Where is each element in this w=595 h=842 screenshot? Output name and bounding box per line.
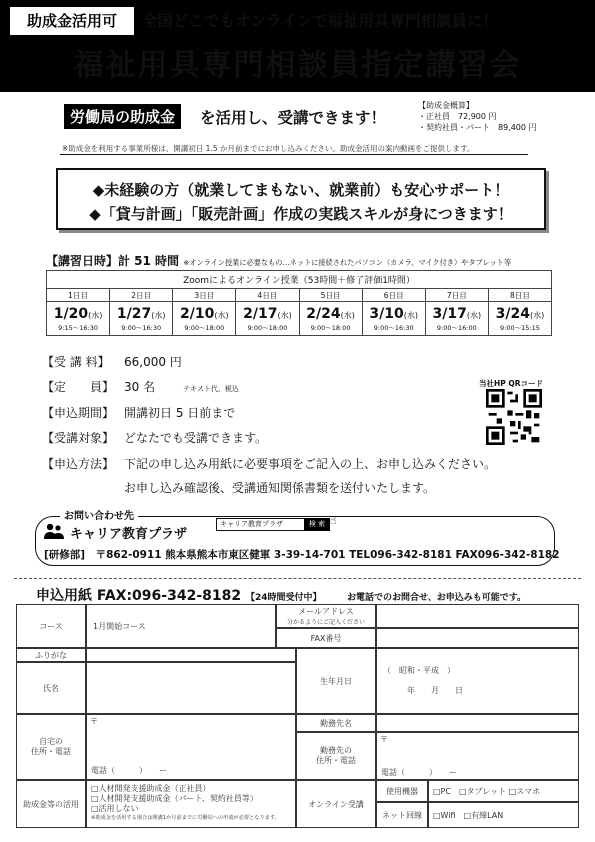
feature-line: ◆未経験の方（就業してまもない、就業前）も安心サポート！ bbox=[92, 181, 510, 199]
feature-box bbox=[56, 168, 546, 230]
schedule-day-label: 8日目 bbox=[488, 289, 551, 302]
schedule-weekday: (水) bbox=[88, 311, 103, 320]
net-options[interactable]: □Wifi □有線LAN bbox=[428, 802, 579, 828]
schedule-heading bbox=[46, 252, 511, 269]
people-icon bbox=[44, 522, 64, 540]
home-label-line: 住所・電話 bbox=[31, 747, 71, 756]
schedule-date-text: 3/10 bbox=[369, 306, 404, 322]
schedule-weekday: (水) bbox=[151, 311, 166, 320]
schedule-date-cell bbox=[299, 302, 362, 336]
company-name: キャリア教育プラザ bbox=[70, 527, 188, 542]
schedule-date-cell bbox=[236, 302, 299, 336]
birth-era: （ 昭和・平成 ） bbox=[383, 666, 455, 675]
email-label bbox=[276, 604, 376, 628]
header-subtitle: 全国どこでもオンラインで福祉用具専門相談員に！ bbox=[142, 12, 499, 30]
home-label bbox=[16, 714, 86, 780]
schedule-date bbox=[489, 306, 551, 324]
work-addr-label-line: 住所・電話 bbox=[316, 756, 356, 765]
form-note: お電話でのお問合せ、お申込みも可能です。 bbox=[347, 593, 527, 603]
schedule-date bbox=[363, 306, 425, 324]
home-postal: 〒 bbox=[90, 717, 98, 726]
cut-line bbox=[14, 578, 581, 579]
schedule-time: 9:00～15:15 bbox=[500, 324, 540, 332]
capacity-note: テキスト代、税込 bbox=[183, 385, 239, 393]
work-phone: 電話（ ） ー bbox=[381, 768, 457, 777]
schedule-time: 9:00～18:00 bbox=[184, 324, 225, 332]
fee-value: 66,000 円 bbox=[124, 355, 182, 369]
pointer-icon: ☝ bbox=[330, 514, 337, 527]
schedule-banner: Zoomによるオンライン授業（53時間＋修了評価1時間） bbox=[47, 271, 552, 289]
schedule-day-label: 3日目 bbox=[173, 289, 236, 302]
birth-ymd: 年 月 日 bbox=[407, 686, 463, 695]
schedule-date bbox=[47, 306, 109, 324]
schedule-date-cell bbox=[110, 302, 173, 336]
form-title bbox=[36, 585, 322, 605]
page-title: 福祉用具専門相談員指定講習会 bbox=[73, 48, 522, 83]
search-input[interactable]: キャリア教育プラザ bbox=[216, 518, 326, 531]
schedule-day-label: 4日目 bbox=[236, 289, 299, 302]
subsidy-option-parttime[interactable]: □人材開発支援助成金（パート、契約社員等） bbox=[91, 794, 258, 803]
schedule-date bbox=[110, 306, 172, 324]
work-addr-label-line: 勤務先の bbox=[320, 746, 352, 755]
online-label: オンライン受講 bbox=[296, 780, 376, 828]
furigana-label: ふりがな bbox=[16, 648, 86, 662]
schedule-weekday: (水) bbox=[466, 311, 482, 320]
schedule-time: 9:15～16:30 bbox=[58, 324, 98, 332]
subsidy-option-none[interactable]: □活用しない bbox=[91, 804, 139, 813]
work-address-field[interactable] bbox=[376, 732, 579, 780]
home-address-field[interactable] bbox=[86, 714, 296, 780]
schedule-weekday: (水) bbox=[214, 311, 229, 320]
subsidy-text: を活用し、受講できます！ bbox=[200, 109, 387, 127]
schedule-date-text: 2/17 bbox=[243, 306, 278, 322]
schedule-time: 9:00～18:00 bbox=[310, 324, 351, 332]
schedule-weekday: (水) bbox=[403, 311, 418, 320]
furigana-field[interactable] bbox=[86, 648, 296, 662]
fax-label: FAX番号 bbox=[276, 628, 376, 648]
email-field[interactable] bbox=[376, 604, 579, 628]
method-label: 【申込方法】 bbox=[42, 457, 115, 471]
capacity-value: 30 名 bbox=[124, 380, 156, 394]
subsidy-badge: 助成金活用可 bbox=[10, 7, 134, 35]
target-label: 【受講対象】 bbox=[42, 431, 115, 445]
schedule-day-label: 5日目 bbox=[299, 289, 362, 302]
schedule-time: 9:00～16:30 bbox=[121, 324, 162, 332]
schedule-date-cell bbox=[47, 302, 110, 336]
subsidy-use-field bbox=[86, 780, 296, 828]
course-label: コース bbox=[16, 604, 86, 648]
work-addr-label bbox=[296, 732, 376, 780]
work-postal: 〒 bbox=[380, 735, 388, 744]
qr-code[interactable] bbox=[486, 389, 542, 445]
method-line: 下記の申し込み用紙に必要事項をご記入の上、お申し込みください。 bbox=[124, 457, 497, 471]
subsidy-info-title: 【助成金概算】 bbox=[418, 101, 474, 110]
schedule-date-cell bbox=[173, 302, 236, 336]
schedule-title: 【講習日時】計 51 時間 bbox=[46, 254, 180, 268]
subsidy-info-line: ・正社員 72,900 円 bbox=[418, 112, 497, 121]
form-title-main: 申込用紙 FAX:096-342-8182 bbox=[36, 588, 242, 604]
contact-address: [研修部] 〒862-0911 熊本県熊本市東区健軍 3-39-14-701 TEL096-342-8181 FAX096-342-8182 bbox=[44, 549, 560, 561]
email-label-sub: 分かるようにご記入ください bbox=[286, 619, 365, 626]
subsidy-use-label: 助成金等の活用 bbox=[16, 780, 86, 828]
schedule-date-text: 1/20 bbox=[53, 306, 89, 322]
divider bbox=[60, 154, 528, 155]
name-field[interactable] bbox=[86, 662, 296, 714]
net-label: ネット回線 bbox=[376, 802, 428, 828]
device-label: 使用機器 bbox=[376, 780, 428, 802]
period-value: 開講初日 5 日前まで bbox=[124, 406, 236, 420]
schedule-weekday: (水) bbox=[340, 311, 355, 320]
schedule-weekday: (水) bbox=[277, 311, 292, 320]
course-field[interactable]: 1月開始コース bbox=[86, 604, 276, 648]
schedule-day-label: 1日目 bbox=[47, 289, 110, 302]
form-title-small: 【24時間受付中】 bbox=[245, 593, 322, 603]
schedule-table bbox=[46, 270, 552, 336]
capacity-label: 【定 員】 bbox=[42, 380, 115, 394]
schedule-date-cell bbox=[488, 302, 551, 336]
schedule-time: 9:00～16:00 bbox=[436, 324, 477, 332]
schedule-day-label: 6日目 bbox=[362, 289, 425, 302]
home-phone: 電話（ ） ー bbox=[91, 766, 167, 775]
subsidy-use-note: ※助成金を活用する場合は開講1か月前までに労働局への申請が必要となります。 bbox=[91, 815, 280, 821]
subsidy-info bbox=[418, 100, 537, 133]
name-label: 氏名 bbox=[16, 662, 86, 714]
schedule-date-cell bbox=[425, 302, 488, 336]
device-options[interactable]: □PC □タブレット □スマホ bbox=[428, 780, 579, 802]
feature-line: ◆「貸与計画」「販売計画」作成の実践スキルが身につきます！ bbox=[89, 205, 513, 223]
birth-label: 生年月日 bbox=[296, 648, 376, 714]
schedule-day-label: 7日目 bbox=[425, 289, 488, 302]
contact-tab: お問い合わせ先 bbox=[60, 507, 138, 522]
target-value: どなたでも受講できます。 bbox=[124, 431, 268, 445]
subsidy-note: ※助成金を利用する事業所様は、開講初日 1.5 か月前までにお申し込みください。助成金活用の案内動画をご提供します。 bbox=[62, 144, 475, 153]
qr-label: 当社HP QRコード bbox=[479, 379, 544, 388]
subsidy-highlight: 労働局の助成金 bbox=[64, 104, 181, 129]
email-label-text: メールアドレス bbox=[298, 607, 354, 616]
search-button[interactable]: 検 索 bbox=[304, 518, 330, 531]
fee-label: 【受 講 料】 bbox=[42, 355, 110, 369]
schedule-date-text: 2/10 bbox=[180, 306, 215, 322]
schedule-date-text: 3/24 bbox=[495, 306, 530, 322]
period-label: 【申込期間】 bbox=[42, 406, 115, 420]
method-line: お申し込み確認後、受講通知関係書類を送付いたします。 bbox=[124, 481, 436, 495]
schedule-time: 9:00～18:00 bbox=[247, 324, 288, 332]
schedule-date-text: 3/17 bbox=[432, 306, 467, 322]
schedule-date-cell bbox=[362, 302, 425, 336]
fax-field[interactable] bbox=[376, 628, 579, 648]
schedule-date bbox=[236, 306, 298, 324]
birth-field[interactable] bbox=[376, 648, 579, 714]
home-label-line: 自宅の bbox=[39, 737, 63, 746]
schedule-date bbox=[426, 306, 488, 324]
schedule-date bbox=[173, 306, 235, 324]
work-name-label: 勤務先名 bbox=[296, 714, 376, 732]
subsidy-option-fulltime[interactable]: □人材開発支援助成金（正社員） bbox=[91, 784, 211, 793]
schedule-note: ※オンライン授業に必要なもの…ネットに接続されたパソコン（カメラ、マイク付き）やタブレット等 bbox=[183, 258, 512, 267]
schedule-day-label: 2日目 bbox=[110, 289, 173, 302]
schedule-date bbox=[300, 306, 362, 324]
schedule-weekday: (水) bbox=[529, 311, 545, 320]
schedule-time: 9:00～16:30 bbox=[373, 324, 414, 332]
subsidy-info-line: ・契約社員・パート 89,400 円 bbox=[418, 123, 537, 132]
schedule-date-text: 2/24 bbox=[306, 306, 341, 322]
schedule-date-text: 1/27 bbox=[116, 306, 152, 322]
work-name-field[interactable] bbox=[376, 714, 579, 732]
